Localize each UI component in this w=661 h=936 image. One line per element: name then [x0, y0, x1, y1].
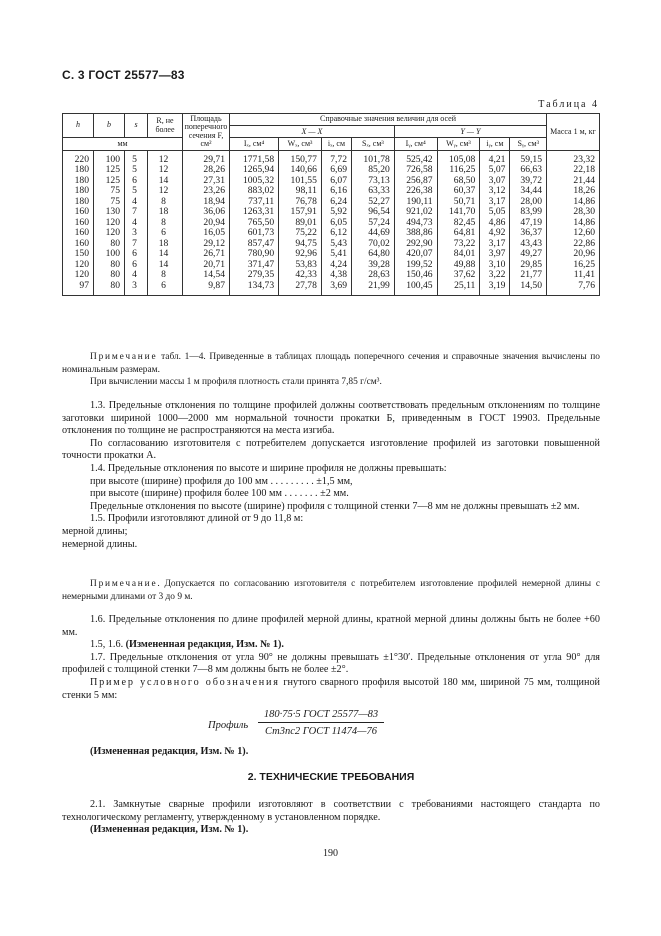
table-cell: 256,87	[394, 176, 437, 187]
table-cell: 82,45	[437, 218, 480, 229]
table-cell: 3,10	[480, 260, 510, 271]
table-cell: 6,69	[321, 165, 351, 176]
amend-1-5-1-6-prefix: 1.5, 1.6.	[90, 639, 126, 651]
table-cell: 89,01	[279, 218, 322, 229]
table-cell: 160	[63, 218, 94, 229]
table-cell: 29,85	[510, 260, 547, 271]
table-cell: 50,71	[437, 197, 480, 208]
table-cell: 220	[63, 150, 94, 165]
note-1-text: табл. 1—4. Приведенные в таблицах площадь поперечного сечения и справочные значения вычислены по номинальным размерам.	[62, 352, 600, 375]
amend-block-1	[62, 746, 600, 759]
table-cell: 279,35	[230, 270, 279, 281]
formula-fraction	[258, 709, 384, 737]
table-cell: 125	[94, 176, 125, 187]
table-cell: 20,96	[547, 249, 600, 260]
table-cell: 12	[148, 150, 183, 165]
table-cell: 125	[94, 165, 125, 176]
table-cell: 101,78	[352, 150, 395, 165]
table-cell: 1265,94	[230, 165, 279, 176]
table-cell: 101,55	[279, 176, 322, 187]
table-cell: 94,75	[279, 239, 322, 250]
col-b-header: b	[94, 114, 125, 138]
table-cell: 420,07	[394, 249, 437, 260]
formula-numerator: 180·75·5 ГОСТ 25577—83	[258, 709, 384, 723]
table-cell: 150,46	[394, 270, 437, 281]
table-cell: 601,73	[230, 228, 279, 239]
table-row	[63, 150, 600, 165]
table-cell: 75,22	[279, 228, 322, 239]
table-cell: 76,78	[279, 197, 322, 208]
table-cell: 3,12	[480, 186, 510, 197]
note-2	[62, 578, 600, 603]
table-cell: 141,70	[437, 207, 480, 218]
table-cell: 494,73	[394, 218, 437, 229]
clause-1-6: 1.6. Предельные отклонения по длине профилей мерной длины, кратной мерной длины должны быть не более +60 мм.	[62, 614, 600, 638]
table-cell: 28,30	[547, 207, 600, 218]
table-row	[63, 270, 600, 281]
table-cell: 1005,32	[230, 176, 279, 187]
table-cell: 44,69	[352, 228, 395, 239]
table-cell: 157,91	[279, 207, 322, 218]
table-row	[63, 281, 600, 296]
table-cell: 14	[148, 176, 183, 187]
table-cell: 4,24	[321, 260, 351, 271]
table-cell: 42,33	[279, 270, 322, 281]
table-cell: 5,43	[321, 239, 351, 250]
table-cell: 3,17	[480, 239, 510, 250]
table-cell: 150,77	[279, 150, 322, 165]
table-cell: 3,17	[480, 197, 510, 208]
clauses-block-2	[62, 614, 600, 702]
table-cell: 36,06	[183, 207, 230, 218]
clause-1-3: 1.3. Предельные отклонения по толщине профилей должны соответствовать предельным отклонениям по толщине заготовки шириной 1000—2000 мм нормальной точности прокатки Б, приведенным в ГОСТ 19903. Предельные отклонения по толщине не распространяются на места изгиба.	[62, 400, 600, 437]
col-mass-header: Масса 1 м, кг	[547, 114, 600, 151]
table-body	[63, 150, 600, 296]
formula-denominator: Ст3пс2 ГОСТ 11474—76	[265, 726, 377, 737]
table-cell: 70,02	[352, 239, 395, 250]
table-cell: 160	[63, 228, 94, 239]
table-cell: 12	[148, 186, 183, 197]
table-cell: 8	[148, 270, 183, 281]
table-cell: 22,86	[547, 239, 600, 250]
table-cell: 37,62	[437, 270, 480, 281]
table-cell: 22,18	[547, 165, 600, 176]
table-row	[63, 165, 600, 176]
table-cell: 7	[125, 207, 148, 218]
table-cell: 20,71	[183, 260, 230, 271]
note-1	[62, 351, 600, 389]
table-cell: 80	[94, 270, 125, 281]
table-cell: 726,58	[394, 165, 437, 176]
table-cell: 8	[148, 197, 183, 208]
table-cell: 5,05	[480, 207, 510, 218]
table-cell: 14,86	[547, 197, 600, 208]
col-sy-header: Sᵧ, см³	[510, 138, 547, 150]
clause-1-7: 1.7. Предельные отклонения от угла 90° не должны превышать ±1°30′. Предельные отклонения от угла 90° для профилей с толщиной стенки 7—8 мм должны быть не более ±2°.	[62, 651, 600, 676]
table-cell: 5	[125, 186, 148, 197]
ref-values-header: Справочные значения величин для осей	[230, 114, 547, 126]
table-cell: 59,15	[510, 150, 547, 165]
table-cell: 39,72	[510, 176, 547, 187]
table-cell: 180	[63, 197, 94, 208]
col-ry-header: iᵧ, см	[480, 138, 510, 150]
clause-1-4-up-to-100: при высоте (ширине) профиля до 100 мм . . . . . . . . . ±1,5 мм,	[90, 475, 353, 487]
table-cell: 29,12	[183, 239, 230, 250]
table-cell: 14,50	[510, 281, 547, 296]
table-cell: 4,38	[321, 270, 351, 281]
table-cell: 85,20	[352, 165, 395, 176]
table-cell: 5	[125, 150, 148, 165]
table-cell: 4,86	[480, 218, 510, 229]
table-cell: 6	[125, 176, 148, 187]
table-cell: 3,19	[480, 281, 510, 296]
table-cell: 100,45	[394, 281, 437, 296]
table-cell: 737,11	[230, 197, 279, 208]
col-iy-header: Iᵧ, см⁴	[394, 138, 437, 150]
table-cell: 47,19	[510, 218, 547, 229]
table-cell: 150	[63, 249, 94, 260]
table-cell: 120	[63, 270, 94, 281]
profile-table	[62, 113, 600, 296]
table-cell: 23,26	[183, 186, 230, 197]
table-cell: 371,47	[230, 260, 279, 271]
table-row	[63, 207, 600, 218]
table-cell: 6,12	[321, 228, 351, 239]
table-cell: 7	[125, 239, 148, 250]
table-cell: 75	[94, 197, 125, 208]
table-row	[63, 249, 600, 260]
col-s-header: s	[125, 114, 148, 138]
table-cell: 120	[63, 260, 94, 271]
col-r-header: R, не более	[148, 114, 183, 138]
table-cell: 7,76	[547, 281, 600, 296]
table-cell: 80	[94, 281, 125, 296]
table-cell: 18,94	[183, 197, 230, 208]
table-cell: 25,11	[437, 281, 480, 296]
table-cell: 180	[63, 165, 94, 176]
table-cell: 3	[125, 228, 148, 239]
table-cell: 4	[125, 218, 148, 229]
table-cell: 68,50	[437, 176, 480, 187]
table-cell: 765,50	[230, 218, 279, 229]
axis-x-header: X — X	[230, 126, 395, 138]
table-cell: 11,41	[547, 270, 600, 281]
table-cell: 75	[94, 186, 125, 197]
table-cell: 105,08	[437, 150, 480, 165]
col-rx-header: iₓ, см	[321, 138, 351, 150]
clause-1-3-accuracy: По согласованию изготовителя с потребителем допускается изготовление профилей из заготовки повышенной точности прокатки А.	[62, 437, 600, 462]
table-cell: 34,44	[510, 186, 547, 197]
table-cell: 80	[94, 260, 125, 271]
table-cell: 5	[125, 165, 148, 176]
table-cell: 14	[148, 260, 183, 271]
clause-1-4-over-100: при высоте (ширине) профиля более 100 мм . . . . . . . ±2 мм.	[90, 488, 349, 500]
table-cell: 26,71	[183, 249, 230, 260]
table-cell: 6	[125, 260, 148, 271]
table-cell: 98,11	[279, 186, 322, 197]
amend-1-5-1-6: (Измененная редакция, Изм. № 1).	[125, 639, 284, 651]
table-cell: 52,27	[352, 197, 395, 208]
table-cell: 53,83	[279, 260, 322, 271]
col-area-header: Площадь поперечного сечения F, см²	[183, 114, 230, 151]
table-cell: 12,60	[547, 228, 600, 239]
table-cell: 27,31	[183, 176, 230, 187]
table-cell: 5,92	[321, 207, 351, 218]
table-cell: 8	[148, 218, 183, 229]
table-cell: 134,73	[230, 281, 279, 296]
table-cell: 36,37	[510, 228, 547, 239]
amend-2: (Измененная редакция, Изм. № 1).	[90, 824, 249, 836]
table-caption: Таблица 4	[538, 99, 599, 110]
table-cell: 73,22	[437, 239, 480, 250]
table-cell: 23,32	[547, 150, 600, 165]
table-cell: 6	[125, 249, 148, 260]
clause-1-4: 1.4. Предельные отклонения по высоте и ширине профиля не должны превышать:	[90, 462, 447, 474]
clause-2-1: 2.1. Замкнутые сварные профили изготовляют в соответствии с требованиями настоящего стандарта по технологическому регламенту, утвержденному в установленном порядке.	[62, 799, 600, 823]
table-cell: 120	[94, 228, 125, 239]
clause-1-5: 1.5. Профили изготовляют длиной от 9 до 11,8 м:	[90, 513, 304, 525]
table-cell: 120	[94, 218, 125, 229]
table-cell: 525,42	[394, 150, 437, 165]
table-cell: 64,81	[437, 228, 480, 239]
col-wy-header: Wᵧ, см³	[437, 138, 480, 150]
table-cell: 921,02	[394, 207, 437, 218]
table-cell: 6	[148, 228, 183, 239]
table-cell: 3,69	[321, 281, 351, 296]
table-cell: 6,24	[321, 197, 351, 208]
table-cell: 4,21	[480, 150, 510, 165]
table-cell: 1263,31	[230, 207, 279, 218]
table-cell: 96,54	[352, 207, 395, 218]
table-cell: 130	[94, 207, 125, 218]
unit-mm-header: мм	[63, 138, 183, 150]
table-cell: 27,78	[279, 281, 322, 296]
table-cell: 292,90	[394, 239, 437, 250]
table-cell: 857,47	[230, 239, 279, 250]
table-cell: 5,41	[321, 249, 351, 260]
table-cell: 29,71	[183, 150, 230, 165]
amend-1: (Измененная редакция, Изм. № 1).	[90, 746, 249, 757]
table-cell: 16,05	[183, 228, 230, 239]
table-cell: 3,22	[480, 270, 510, 281]
table-cell: 116,25	[437, 165, 480, 176]
example-text: гнутого сварного профиля высотой 180 мм, шириной 75 мм, толщиной стенки 5 мм:	[62, 676, 600, 701]
table-cell: 160	[63, 239, 94, 250]
table-cell: 4	[125, 270, 148, 281]
table-cell: 4	[125, 197, 148, 208]
table-cell: 21,99	[352, 281, 395, 296]
table-cell: 14,54	[183, 270, 230, 281]
table-cell: 20,94	[183, 218, 230, 229]
table-cell: 43,43	[510, 239, 547, 250]
table-cell: 180	[63, 176, 94, 187]
clause-1-4-thick-wall: Предельные отклонения по высоте (ширине) профиля с толщиной стенки 7—8 мм не должны превышать ±2 мм.	[90, 500, 580, 512]
table-cell: 100	[94, 150, 125, 165]
table-cell: 28,26	[183, 165, 230, 176]
col-h-header: h	[63, 114, 94, 138]
table-row	[63, 186, 600, 197]
table-cell: 3,07	[480, 176, 510, 187]
table-cell: 14,86	[547, 218, 600, 229]
table-cell: 100	[94, 249, 125, 260]
table-cell: 1771,58	[230, 150, 279, 165]
table-cell: 57,24	[352, 218, 395, 229]
col-wx-header: Wₓ, см³	[279, 138, 322, 150]
section-2-title: 2. ТЕХНИЧЕСКИЕ ТРЕБОВАНИЯ	[247, 771, 415, 783]
note-1-density: При вычислении массы 1 м профиля плотность стали принята 7,85 г/см³.	[90, 377, 382, 388]
table-cell: 64,80	[352, 249, 395, 260]
table-cell: 28,00	[510, 197, 547, 208]
table-cell: 16,25	[547, 260, 600, 271]
table-cell: 6,05	[321, 218, 351, 229]
table-cell: 84,01	[437, 249, 480, 260]
table-cell: 63,33	[352, 186, 395, 197]
clause-1-5-measured: мерной длины;	[62, 525, 128, 537]
table-cell: 3	[125, 281, 148, 296]
note-2-text: . Допускается по согласованию изготовителя с потребителем изготовление профилей немерной длины с немерными длинами от 3 до 9 м.	[62, 579, 600, 602]
formula-label: Профиль	[208, 720, 249, 731]
note-2-label: Примечание	[90, 579, 158, 589]
table-cell: 3,97	[480, 249, 510, 260]
table-cell: 226,38	[394, 186, 437, 197]
table-cell: 883,02	[230, 186, 279, 197]
table-cell: 7,72	[321, 150, 351, 165]
table-cell: 4,92	[480, 228, 510, 239]
axis-y-header: Y — Y	[394, 126, 546, 138]
clauses-block	[62, 400, 600, 551]
table-cell: 14	[148, 249, 183, 260]
table-cell: 160	[63, 207, 94, 218]
page-number: 190	[323, 848, 338, 859]
table-cell: 9,87	[183, 281, 230, 296]
table-cell: 18,26	[547, 186, 600, 197]
example-label: Пример условного обозначения	[90, 676, 280, 688]
table-cell: 49,27	[510, 249, 547, 260]
table-cell: 97	[63, 281, 94, 296]
table-cell: 6,07	[321, 176, 351, 187]
clause-1-5-unmeasured: немерной длины.	[62, 538, 138, 550]
note-1-label: Примечание	[90, 352, 158, 362]
table-cell: 39,28	[352, 260, 395, 271]
table-cell: 780,90	[230, 249, 279, 260]
table-cell: 140,66	[279, 165, 322, 176]
table-cell: 66,63	[510, 165, 547, 176]
table-cell: 180	[63, 186, 94, 197]
col-ix-header: Iₓ, см⁴	[230, 138, 279, 150]
table-cell: 18	[148, 239, 183, 250]
table-cell: 49,88	[437, 260, 480, 271]
table-cell: 6	[148, 281, 183, 296]
table-cell: 18	[148, 207, 183, 218]
col-sx-header: Sₓ, см³	[352, 138, 395, 150]
table-cell: 21,44	[547, 176, 600, 187]
table-cell: 83,99	[510, 207, 547, 218]
page-header: С. 3 ГОСТ 25577—83	[62, 68, 185, 82]
table-row	[63, 228, 600, 239]
table-cell: 190,11	[394, 197, 437, 208]
section-2-body	[62, 799, 600, 837]
table-cell: 21,77	[510, 270, 547, 281]
table-cell: 28,63	[352, 270, 395, 281]
table-cell: 388,86	[394, 228, 437, 239]
table-cell: 12	[148, 165, 183, 176]
table-cell: 92,96	[279, 249, 322, 260]
table-cell: 73,13	[352, 176, 395, 187]
table-cell: 6,16	[321, 186, 351, 197]
table-cell: 5,07	[480, 165, 510, 176]
table-cell: 199,52	[394, 260, 437, 271]
table-cell: 60,37	[437, 186, 480, 197]
table-cell: 80	[94, 239, 125, 250]
